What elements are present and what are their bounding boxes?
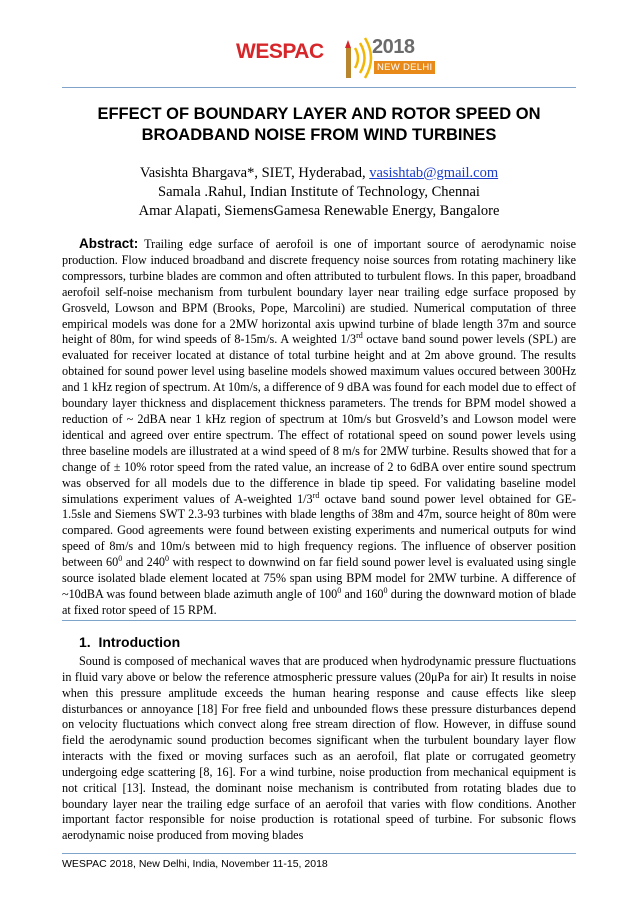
paper-title (62, 104, 576, 146)
abstract-sup-3: 0 (118, 554, 123, 564)
wespac-logo (232, 30, 442, 86)
page-footer: WESPAC 2018, New Delhi, India, November 11-15, 2018 (62, 858, 328, 870)
abstract-sup-1: rd (356, 331, 363, 341)
abstract-text-1: Trailing edge surface of aerofoil is one of important source of aerodynamic noise production. Flow induced broadband and discrete frequency noise sources from rotating machinery like compressors, turbine blades are common and often attributed to turbulent flows. In this paper, broadband aerofoil self-noise mechanism from turbulent boundary layer near trailing edge surface proposed by Grosveld, Lowson and BPM (Brooks, Pope, Marcolini) are studied. Numerical computation of three empirical models was done for a 2MW horizontal axis upwind turbine of blade length 37m and source height of 80m, for wind speeds of 8-15m/s. A weighted 1/3 (62, 237, 576, 347)
abstract-paragraph (62, 236, 576, 619)
abstract-text-3: octave band sound power level obtained for GE-1.5sle and Siemens SWT 2.3-93 turbines with blade lengths of 38m and 47m, source height of 80m were compared. Good agreements were found between existing experiments and numerical outputs for wind speed of 8m/s and 10m/s between mid to high frequency regions. The influence of observer position between 60 (62, 491, 577, 570)
abstract-text-4: and 240 (122, 555, 166, 570)
logo-wordmark: WESPAC (236, 40, 324, 63)
author-list (62, 164, 576, 221)
abstract-sup-6: 0 (383, 585, 388, 595)
section-title: Introduction (98, 634, 181, 650)
author-1-email-link[interactable]: vasishtab@gmail.com (369, 165, 499, 181)
abstract-text-7: during the downward motion of blade at fixed rotor speed of 15 RPM. (62, 586, 576, 617)
abstract-divider (62, 620, 576, 621)
author-1-name: Vasishta Bhargava*, SIET, Hyderabad, (139, 165, 370, 181)
abstract-sup-2: rd (312, 490, 320, 500)
header-divider (62, 87, 576, 88)
title-line-2: BROADBAND NOISE FROM WIND TURBINES (141, 126, 497, 144)
logo-year: 2018 (372, 36, 415, 58)
introduction-paragraph: Sound is composed of mechanical waves that are produced when hydrodynamic pressure fluctuations in fluid vary above or below the reference atmospheric pressure values (20μPa for air) It results in noise when this pressure amplitude exceeds the human hearing response and cause effects like sleep disturbances or annoyance [18] For free field and unbounded flows these pressure disturbances depend on velocity fluctuations which convect along free stream direction of flow. However, in diffuse sound field the aerodynamic sound production becomes significant when the turbulent boundary layer flow interacts with the fixed or moving surfaces such as an aerofoil, flat plate or corrugated geometry undergoing edge scattering [8, 16]. For a wind turbine, noise production from mechanical equipment is not critical [13]. Instead, the dominant noise mechanism is contributed from rotating blades due to boundary layer near the trailing edge surface of an aerofoil that varies with flow conditions. Another important factor responsible for noise production is rotational speed of turbine. For subsonic flows aerodynamic noise produced from moving blades (62, 654, 576, 843)
section-number: 1. (79, 634, 91, 650)
abstract-text-5: with respect to downwind on far field sound power level is evaluated using single source isolated blade element located at 75% span using BPM model for 2MW turbine. A difference of ~10dBA was found between blade azimuth angle of 100 (62, 555, 577, 601)
abstract-text-6: and 160 (341, 586, 384, 601)
title-line-1: EFFECT OF BOUNDARY LAYER AND ROTOR SPEED ON (97, 105, 541, 123)
abstract-sup-4: 0 (165, 554, 170, 564)
author-1 (62, 164, 576, 183)
section-heading-introduction (62, 634, 576, 650)
author-3: Amar Alapati, SiemensGamesa Renewable Energy, Bangalore (138, 203, 500, 219)
abstract-label: Abstract: (79, 236, 139, 251)
abstract-text-2: octave band sound power levels (SPL) are evaluated for receiver located at distance of total turbine height and at 2m above ground. The results obtained for sound power level using baseline models showed maximum values occured between 300Hz and 1 kHz region of spectrum. At 10m/s, a difference of 9 dBA was found for each model due to effect of boundary layer thickness and displacement thickness parameters. The trends for BPM model showed a reduction of ~ 2dBA near 1 kHz region of spectrum at 10m/s but Grosveld’s and Lowson model were identical and agreed over entire spectrum. The effect of rotational speed on sound power levels using three baseline models are illustrated at a wind speed of 8 m/s for 2MW turbine. Results showed that for a change of ± 10% rotor speed from the rated value, an increase of 2 to 6dBA over entire sound spectrum was observed for all models due to the difference in blade tip speed. For validating baseline model simulations experiment values of A-weighted 1/3 (62, 332, 576, 506)
abstract-sup-5: 0 (337, 585, 342, 595)
author-2: Samala .Rahul, Indian Institute of Technology, Chennai (158, 184, 480, 200)
footer-divider (62, 853, 576, 854)
logo-city: NEW DELHI (374, 61, 435, 74)
